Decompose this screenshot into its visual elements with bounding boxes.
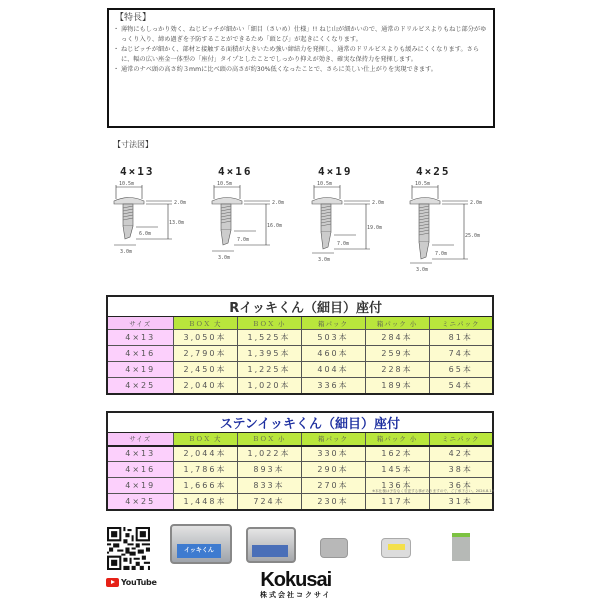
svg-text:3.0m: 3.0m [120, 249, 133, 255]
value-cell: 1,666本 [173, 478, 237, 494]
youtube-label: YouTube [121, 578, 157, 587]
svg-text:10.5m: 10.5m [317, 181, 333, 187]
screw-label: 4×13 [120, 165, 155, 178]
table-title: Rイッキくん（細目）座付 [107, 296, 493, 317]
value-cell: 136本 [365, 478, 429, 494]
table-header-row [107, 433, 493, 446]
svg-text:2.0m: 2.0m [470, 200, 483, 206]
table-row [107, 346, 493, 362]
table-row [107, 462, 493, 478]
youtube-link[interactable] [106, 578, 157, 587]
value-cell: 724本 [237, 494, 301, 510]
feature-item: ・ 通常のナベ頭の高さ約３mmに比べ頭の高さが約30%低くなったことで、さらに美しい仕上がりを実現できます。 [115, 65, 487, 75]
column-header: ミニパック [429, 317, 493, 330]
value-cell: 3,050本 [173, 330, 237, 346]
value-cell: 284本 [365, 330, 429, 346]
company-logo [260, 570, 332, 600]
value-cell: 2,040本 [173, 378, 237, 394]
value-cell: 228本 [365, 362, 429, 378]
column-header: サイズ [107, 433, 173, 446]
screw-icon [112, 179, 202, 279]
product-image-box-large [170, 524, 232, 564]
value-cell: 503本 [301, 330, 365, 346]
table-row [107, 378, 493, 394]
value-cell: 117本 [365, 494, 429, 510]
value-cell: 230本 [301, 494, 365, 510]
svg-text:10.5m: 10.5m [119, 181, 135, 187]
product-image-pack [320, 538, 348, 558]
svg-text:13.0m: 13.0m [169, 220, 185, 226]
quantity-table-sten-ikki [106, 411, 494, 511]
dimensions-title: 【寸法図】 [113, 140, 153, 149]
svg-text:3.0m: 3.0m [318, 257, 331, 263]
value-cell: 1,525本 [237, 330, 301, 346]
column-header: ＢＯＸ 小 [237, 433, 301, 446]
features-title: 【特長】 [115, 13, 152, 23]
table-row [107, 446, 493, 462]
svg-text:7.0m: 7.0m [435, 251, 448, 257]
value-cell: 65本 [429, 362, 493, 378]
value-cell: 270本 [301, 478, 365, 494]
svg-text:10.5m: 10.5m [217, 181, 233, 187]
value-cell: 1,022本 [237, 446, 301, 462]
svg-text:25.0m: 25.0m [465, 233, 481, 239]
feature-item: ・ 薄物にもしっかり効く、ねじピッチが細かい「細目（さいめ）仕様」!! ねじ山が細かいので、通常のドリルビスよりもねじ部分がゆっくり入り、締め過ぎを予防することができるため「頭とび」が起きにくくなります。 [115, 25, 487, 45]
value-cell: 2,790本 [173, 346, 237, 362]
value-cell: 38本 [429, 462, 493, 478]
value-cell: 145本 [365, 462, 429, 478]
column-header: サイズ [107, 317, 173, 330]
youtube-icon [106, 578, 119, 587]
value-cell: 2,044本 [173, 446, 237, 462]
size-cell: 4×25 [107, 494, 173, 510]
value-cell: 833本 [237, 478, 301, 494]
svg-text:10.5m: 10.5m [415, 181, 431, 187]
column-header: ＢＯＸ 大 [173, 433, 237, 446]
column-header: 箱パック 小 [365, 433, 429, 446]
column-header: 箱パック [301, 317, 365, 330]
value-cell: 290本 [301, 462, 365, 478]
size-cell: 4×13 [107, 330, 173, 346]
value-cell: 31本 [429, 494, 493, 510]
svg-text:16.0m: 16.0m [267, 223, 283, 229]
screw-diagram-4x19 [310, 165, 400, 275]
table-header-row [107, 317, 493, 330]
svg-text:7.0m: 7.0m [337, 241, 350, 247]
svg-text:2.0m: 2.0m [174, 200, 187, 206]
screw-icon [408, 179, 498, 289]
value-cell: 1,225本 [237, 362, 301, 378]
screw-diagram-4x16 [210, 165, 300, 275]
value-cell: 404本 [301, 362, 365, 378]
table-row [107, 494, 493, 510]
value-cell: 336本 [301, 378, 365, 394]
value-cell: 36本 [429, 478, 493, 494]
value-cell: 259本 [365, 346, 429, 362]
box-label-graphic [252, 545, 288, 557]
svg-text:19.0m: 19.0m [367, 225, 383, 231]
column-header: ＢＯＸ 大 [173, 317, 237, 330]
features-box [107, 8, 495, 128]
svg-text:7.0m: 7.0m [237, 237, 250, 243]
box-label: イッキくん [177, 544, 221, 558]
pack-label-graphic [388, 544, 405, 550]
feature-item: ・ ねじピッチが細かく、部材と接触する面積が大きいため強い締結力を発揮し、通常のドリルビスよりも緩みにくくなります。さらに、幅の広い座金一体型の「座付」タイプとしたことでしっかり抑えが効き、確実な保持力を発揮します。 [115, 45, 487, 65]
screw-diagram-4x25 [408, 165, 498, 275]
value-cell: 1,786本 [173, 462, 237, 478]
screw-icon [210, 179, 300, 279]
screw-icon [310, 179, 400, 279]
value-cell: 54本 [429, 378, 493, 394]
screw-label: 4×25 [416, 165, 451, 178]
features-list [115, 25, 487, 75]
size-cell: 4×19 [107, 362, 173, 378]
value-cell: 2,450本 [173, 362, 237, 378]
svg-text:6.0m: 6.0m [139, 231, 152, 237]
table-title: ステンイッキくん（細目）座付 [107, 412, 493, 433]
value-cell: 162本 [365, 446, 429, 462]
screw-label: 4×16 [218, 165, 253, 178]
size-cell: 4×16 [107, 462, 173, 478]
brand-name: Kokusai [260, 569, 332, 591]
value-cell: 893本 [237, 462, 301, 478]
svg-text:2.0m: 2.0m [372, 200, 385, 206]
value-cell: 42本 [429, 446, 493, 462]
value-cell: 189本 [365, 378, 429, 394]
qr-code-icon[interactable] [107, 527, 150, 570]
quantity-table-r-ikki [106, 295, 494, 395]
value-cell: 330本 [301, 446, 365, 462]
table-row [107, 330, 493, 346]
value-cell: 1,020本 [237, 378, 301, 394]
column-header: ミニパック [429, 433, 493, 446]
size-cell: 4×16 [107, 346, 173, 362]
company-name: 株式会社コクサイ [260, 591, 332, 599]
product-image-mini-pack [452, 533, 470, 561]
column-header: ＢＯＸ 小 [237, 317, 301, 330]
svg-text:3.0m: 3.0m [218, 255, 231, 261]
size-cell: 4×25 [107, 378, 173, 394]
column-header: 箱パック 小 [365, 317, 429, 330]
column-header: 箱パック [301, 433, 365, 446]
value-cell: 1,448本 [173, 494, 237, 510]
size-cell: 4×19 [107, 478, 173, 494]
value-cell: 1,395本 [237, 346, 301, 362]
product-image-pack-small [381, 538, 411, 558]
footnote: ※本仕様は予告なく変更する事がありますので、ご了承下さい。2024.8.19 [372, 489, 494, 493]
size-cell: 4×13 [107, 446, 173, 462]
product-image-box-small [246, 527, 296, 563]
screw-diagram-4x13 [112, 165, 202, 275]
table-row [107, 362, 493, 378]
screw-label: 4×19 [318, 165, 353, 178]
svg-text:2.0m: 2.0m [272, 200, 285, 206]
value-cell: 460本 [301, 346, 365, 362]
value-cell: 74本 [429, 346, 493, 362]
value-cell: 81本 [429, 330, 493, 346]
svg-text:3.0m: 3.0m [416, 267, 429, 273]
